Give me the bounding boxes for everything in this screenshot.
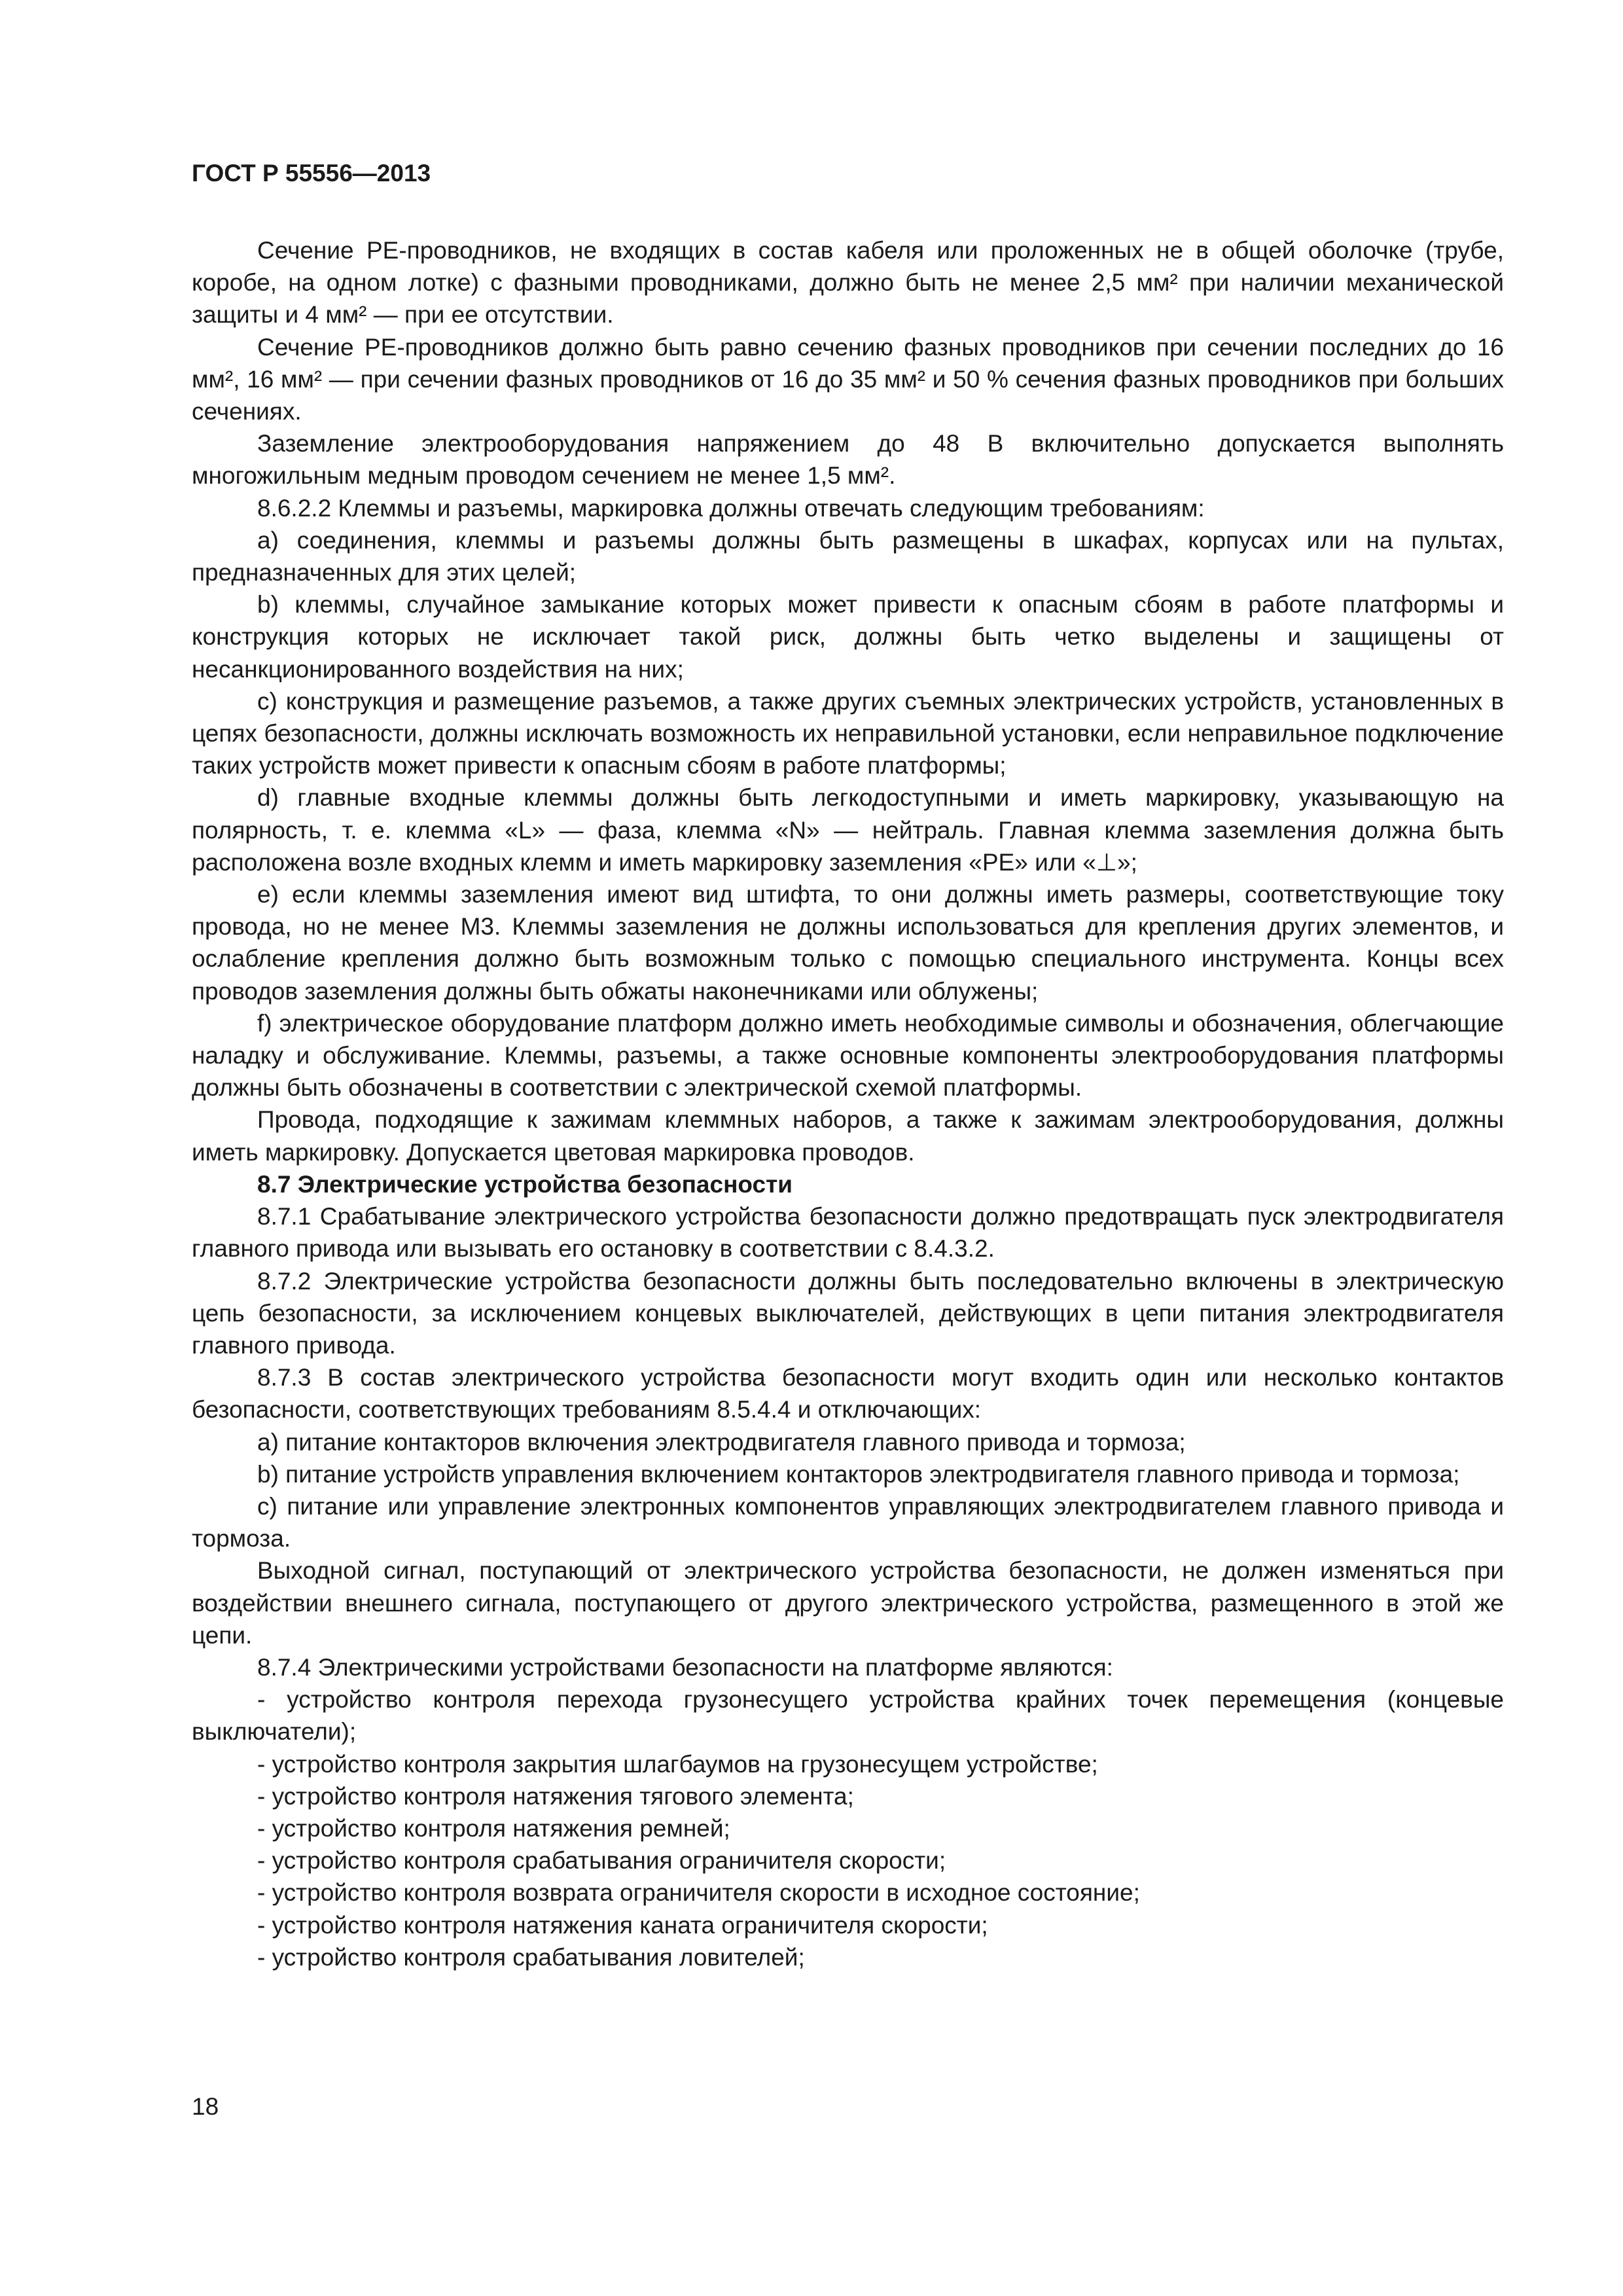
list-item: - устройство контроля возврата ограничителя скорости в исходное состояние; xyxy=(257,1879,1140,1907)
paragraph: Выходной сигнал, поступающий от электрического устройства безопасности, не должен изменяться при воздействии внешнего сигнала, поступающего от другого электрического устройства, размещенного в этой же цепи. xyxy=(192,1557,1504,1649)
list-item: - устройство контроля натяжения тягового элемента; xyxy=(257,1782,854,1810)
paragraph: Заземление электрооборудования напряжением до 48 В включительно допускается выполнять многожильным медным проводом сечением не менее 1,5 мм². xyxy=(192,430,1504,490)
list-item: - устройство контроля срабатывания ловителей; xyxy=(257,1943,805,1971)
list-item: a) питание контакторов включения электродвигателя главного привода и тормоза; xyxy=(257,1428,1186,1456)
list-item: - устройство контроля срабатывания ограничителя скорости; xyxy=(257,1847,946,1874)
paragraph: 8.7.2 Электрические устройства безопасности должны быть последовательно включены в электрическую цепь безопасности, за исключением концевых выключателей, действующих в цепи питания электродвигателя главного привода. xyxy=(192,1267,1504,1359)
paragraph: Сечение PE-проводников, не входящих в состав кабеля или проложенных не в общей оболочке (трубе, коробе, на одном лотке) с фазными проводниками, должно быть не менее 2,5 мм² при наличии механической защиты и 4 мм² — при ее отсутствии. xyxy=(192,237,1504,329)
paragraph: 8.7.4 Электрическими устройствами безопасности на платформе являются: xyxy=(257,1653,1113,1681)
section-heading: 8.7 Электрические устройства безопасности xyxy=(257,1170,793,1198)
list-item: d) главные входные клеммы должны быть легкодоступными и иметь маркировку, указывающую на полярность, т. е. клемма «L» — фаза, клемма «N» — нейтраль. Главная клемма заземления должна быть расположена возле входных клемм и иметь маркировку заземления «PE» или «⊥»; xyxy=(192,784,1504,876)
list-item: b) питание устройств управления включением контакторов электродвигателя главного привода и тормоза; xyxy=(257,1460,1460,1488)
paragraph: 8.7.1 Срабатывание электрического устройства безопасности должно предотвращать пуск электродвигателя главного привода или вызывать его остановку в соответствии с 8.4.3.2. xyxy=(192,1203,1504,1263)
page-number: 18 xyxy=(192,2093,219,2120)
paragraph: Сечение PE-проводников должно быть равно сечению фазных проводников при сечении последних до 16 мм², 16 мм² — при сечении фазных проводников от 16 до 35 мм² и 50 % сечения фазных проводников при больших сечениях. xyxy=(192,333,1504,425)
list-item: - устройство контроля перехода грузонесущего устройства крайних точек перемещения (концевые выключатели); xyxy=(192,1686,1504,1746)
list-item: - устройство контроля закрытия шлагбаумов на грузонесущем устройстве; xyxy=(257,1750,1098,1778)
list-item: e) если клеммы заземления имеют вид штифта, то они должны иметь размеры, соответствующие току провода, но не менее М3. Клеммы заземления не должны использоваться для крепления других элементов, и ослабление крепления должно быть возможным только с помощью специального инструмента. Концы всех проводов заземления должны быть обжаты наконечниками или облужены; xyxy=(192,881,1504,1005)
list-item: b) клеммы, случайное замыкание которых может привести к опасным сбоям в работе платформы и конструкция которых не исключает такой риск, должны быть четко выделены и защищены от несанкционированного воздействия на них; xyxy=(192,591,1504,683)
list-item: - устройство контроля натяжения ремней; xyxy=(257,1814,730,1842)
list-item: c) питание или управление электронных компонентов управляющих электродвигателем главного привода и тормоза. xyxy=(192,1492,1504,1552)
list-item: c) конструкция и размещение разъемов, а также других съемных электрических устройств, установленных в цепях безопасности, должны исключать возможность их неправильной установки, если неправильное подключение таких устройств может привести к опасным сбоям в работе платформы; xyxy=(192,687,1504,780)
paragraph: 8.7.3 В состав электрического устройства безопасности могут входить один или несколько контактов безопасности, соответствующих требованиям 8.5.4.4 и отключающих: xyxy=(192,1364,1504,1424)
list-item: a) соединения, клеммы и разъемы должны быть размещены в шкафах, корпусах или на пультах, предназначенных для этих целей; xyxy=(192,526,1504,586)
document-body xyxy=(192,234,1504,1973)
list-item: f) электрическое оборудование платформ должно иметь необходимые символы и обозначения, облегчающие наладку и обслуживание. Клеммы, разъемы, а также основные компоненты электрооборудования платформы должны быть обозначены в соответствии с электрической схемой платформы. xyxy=(192,1009,1504,1102)
list-item: - устройство контроля натяжения каната ограничителя скорости; xyxy=(257,1911,988,1939)
paragraph: 8.6.2.2 Клеммы и разъемы, маркировка должны отвечать следующим требованиям: xyxy=(257,494,1205,522)
paragraph: Провода, подходящие к зажимам клеммных наборов, а также к зажимам электрооборудования, должны иметь маркировку. Допускается цветовая маркировка проводов. xyxy=(192,1106,1504,1166)
document-header: ГОСТ Р 55556—2013 xyxy=(192,160,431,187)
